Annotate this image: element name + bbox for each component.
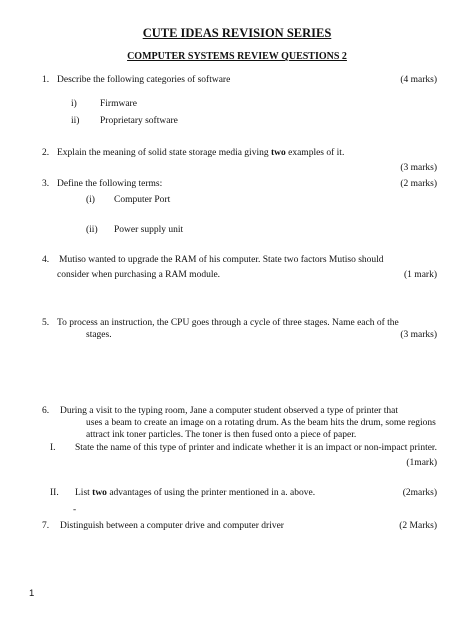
sub-item-label: (i) bbox=[86, 195, 95, 205]
answer-dash: - bbox=[73, 505, 77, 515]
part-text: List two advantages of using the printer mentioned in a. above. bbox=[75, 488, 316, 498]
question-text-line: stages. bbox=[86, 330, 112, 340]
sub-item-text: Power supply unit bbox=[114, 225, 184, 235]
question-number: 1. bbox=[42, 75, 50, 85]
question-text-line: To process an instruction, the CPU goes through a cycle of three stages. Name each of the bbox=[57, 318, 399, 328]
sub-item-label: (ii) bbox=[86, 225, 98, 235]
part-marks: (1mark) bbox=[406, 458, 437, 468]
part-text: State the name of this type of printer and indicate whether it is an impact or non-impact printer. bbox=[75, 443, 437, 453]
question-number: 5. bbox=[42, 318, 50, 328]
question-text: Distinguish between a computer drive and computer driver bbox=[60, 521, 284, 531]
question-marks: (3 marks) bbox=[400, 163, 437, 173]
page-title: CUTE IDEAS REVISION SERIES bbox=[142, 26, 332, 40]
question-marks: (1 mark) bbox=[404, 270, 437, 280]
question-marks: (2 Marks) bbox=[399, 521, 437, 531]
part-label: II. bbox=[50, 488, 59, 498]
question-text: Describe the following categories of software bbox=[57, 75, 231, 85]
sub-item-label: i) bbox=[71, 99, 77, 109]
question-marks: (2 marks) bbox=[400, 179, 437, 189]
page-subtitle: COMPUTER SYSTEMS REVIEW QUESTIONS 2 bbox=[127, 51, 347, 62]
sub-item-text: Proprietary software bbox=[100, 116, 178, 126]
question-text-line: Mutiso wanted to upgrade the RAM of his computer. State two factors Mutiso should bbox=[59, 255, 384, 265]
question-number: 3. bbox=[42, 179, 50, 189]
question-text-line: uses a beam to create an image on a rotating drum. As the beam hits the drum, some regions bbox=[86, 418, 436, 428]
question-text: Define the following terms: bbox=[57, 179, 163, 189]
question-number: 4. bbox=[42, 255, 50, 265]
question-number: 7. bbox=[42, 521, 50, 531]
question-number: 2. bbox=[42, 148, 50, 158]
emphasis-word: two bbox=[92, 488, 107, 498]
question-text-line: attract ink toner particles. The toner is then fused onto a piece of paper. bbox=[86, 430, 357, 440]
question-number: 6. bbox=[42, 406, 50, 416]
question-text: Explain the meaning of solid state storage media giving two examples of it. bbox=[57, 148, 345, 158]
sub-item-text: Computer Port bbox=[114, 195, 171, 205]
question-text-line: consider when purchasing a RAM module. bbox=[57, 270, 221, 280]
page-number: 1 bbox=[29, 588, 35, 599]
sub-item-text: Firmware bbox=[100, 99, 137, 109]
question-marks: (3 marks) bbox=[400, 330, 437, 340]
sub-item-label: ii) bbox=[71, 116, 80, 126]
part-marks: (2marks) bbox=[402, 488, 437, 498]
question-marks: (4 marks) bbox=[400, 75, 437, 85]
question-text-line: During a visit to the typing room, Jane a computer student observed a type of printer that bbox=[60, 406, 398, 416]
part-label: I. bbox=[50, 443, 56, 453]
emphasis-word: two bbox=[270, 148, 286, 158]
